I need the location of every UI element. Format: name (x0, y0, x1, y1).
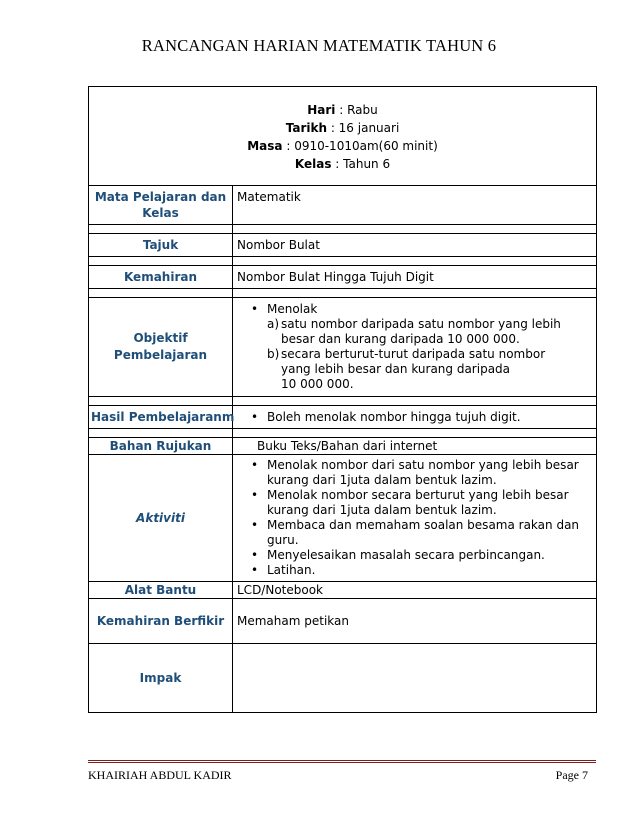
hasil-value (233, 406, 597, 429)
sub-b-line3: 10 000 000. (281, 377, 354, 391)
masa-label: Masa (247, 139, 283, 153)
spacer-cell (89, 289, 233, 298)
hasil-row (89, 406, 597, 429)
aktiviti-row (89, 455, 597, 582)
objektif-label: Objektif Pembelajaran (89, 298, 233, 397)
tajuk-label: Tajuk (89, 234, 233, 257)
sub-b-letter: b) (267, 347, 280, 361)
spacer-cell (89, 257, 233, 266)
sub-b-line1: secara berturut-turut daripada satu nombor (281, 347, 546, 361)
tarikh-value: : 16 januari (327, 121, 400, 135)
kemahiran-value: Nombor Bulat Hingga Tujuh Digit (233, 266, 597, 289)
objektif-sub-a-cont (267, 332, 592, 347)
objektif-list (237, 302, 592, 392)
objektif-sub-b (267, 347, 592, 362)
sub-a-line2: besar dan kurang daripada 10 000 000. (281, 332, 520, 346)
spacer-cell (89, 429, 233, 438)
kemahiran-berfikir-label: Kemahiran Berfikir (89, 599, 233, 644)
sub-a-line1: satu nombor daripada satu nombor yang lebih (281, 317, 561, 331)
spacer-cell (233, 289, 597, 298)
kemahiran-berfikir-row (89, 599, 597, 644)
mata-pelajaran-row (89, 186, 597, 225)
kemahiran-label: Kemahiran (89, 266, 233, 289)
impak-row (89, 644, 597, 713)
lesson-plan-table (88, 86, 597, 713)
spacer-cell (89, 225, 233, 234)
aktiviti-label: Aktiviti (89, 455, 233, 582)
bahan-value: Buku Teks/Bahan dari internet (233, 438, 597, 455)
mata-pelajaran-value: Matematik (233, 186, 597, 225)
aktiviti-list (237, 458, 592, 578)
footer-page-number: Page 7 (555, 768, 588, 782)
hasil-list (237, 410, 592, 425)
lesson-info-cell (89, 87, 597, 186)
sub-a-letter: a) (267, 317, 280, 331)
page-footer (88, 760, 596, 783)
objektif-value (233, 298, 597, 397)
aktiviti-item: • Menyelesaikan masalah secara perbincangan. (267, 548, 592, 563)
hasil-item: • Boleh menolak nombor hingga tujuh digit. (267, 410, 592, 425)
kemahiran-row (89, 266, 597, 289)
kemahiran-berfikir-value: Memaham petikan (233, 599, 597, 644)
objektif-sublist (267, 317, 592, 392)
alat-bantu-value: LCD/Notebook (233, 582, 597, 599)
hari-value: : Rabu (339, 103, 378, 117)
bahan-label: Bahan Rujukan (89, 438, 233, 455)
spacer-cell (89, 397, 233, 406)
hari-line (93, 101, 592, 119)
aktiviti-item: • Latihan. (267, 563, 592, 578)
hari-label: Hari (307, 103, 336, 117)
aktiviti-value (233, 455, 597, 582)
footer-author: KHAIRIAH ABDUL KADIR (88, 768, 232, 782)
mata-pelajaran-label: Mata Pelajaran dan Kelas (89, 186, 233, 225)
spacer-cell (233, 429, 597, 438)
spacer-cell (233, 257, 597, 266)
tajuk-value: Nombor Bulat (233, 234, 597, 257)
kelas-line (93, 155, 592, 173)
kelas-value: : Tahun 6 (331, 157, 391, 171)
masa-value: : 0910-1010am(60 minit) (282, 139, 438, 153)
objektif-bullet-text: Menolak (267, 302, 318, 316)
objektif-bullet (267, 302, 592, 392)
aktiviti-item: • Membaca dan memaham soalan besama rakan dan guru. (267, 518, 592, 548)
tajuk-row (89, 234, 597, 257)
tarikh-line (93, 119, 592, 137)
objektif-sub-b-cont (267, 362, 592, 377)
masa-line (93, 137, 592, 155)
bahan-row (89, 438, 597, 455)
impak-value (233, 644, 597, 713)
spacer-cell (233, 397, 597, 406)
sub-b-line2: yang lebih besar dan kurang daripada (281, 362, 511, 376)
objektif-row (89, 298, 597, 397)
aktiviti-item: • Menolak nombor secara berturut yang lebih besar kurang dari 1juta dalam bentuk lazim. (267, 488, 592, 518)
objektif-sub-a (267, 317, 592, 332)
alat-bantu-row (89, 582, 597, 599)
hasil-label: Hasil Pembelajaranm (89, 406, 233, 429)
page-header-title: RANCANGAN HARIAN MATEMATIK TAHUN 6 (141, 36, 497, 55)
alat-bantu-label: Alat Bantu (89, 582, 233, 599)
aktiviti-item: • Menolak nombor dari satu nombor yang lebih besar kurang dari 1juta dalam bentuk lazim. (267, 458, 592, 488)
tarikh-label: Tarikh (285, 121, 327, 135)
impak-label: Impak (89, 644, 233, 713)
spacer-cell (233, 225, 597, 234)
info-row (89, 87, 597, 186)
objektif-sub-b-cont2 (267, 377, 592, 392)
kelas-label: Kelas (294, 157, 332, 171)
